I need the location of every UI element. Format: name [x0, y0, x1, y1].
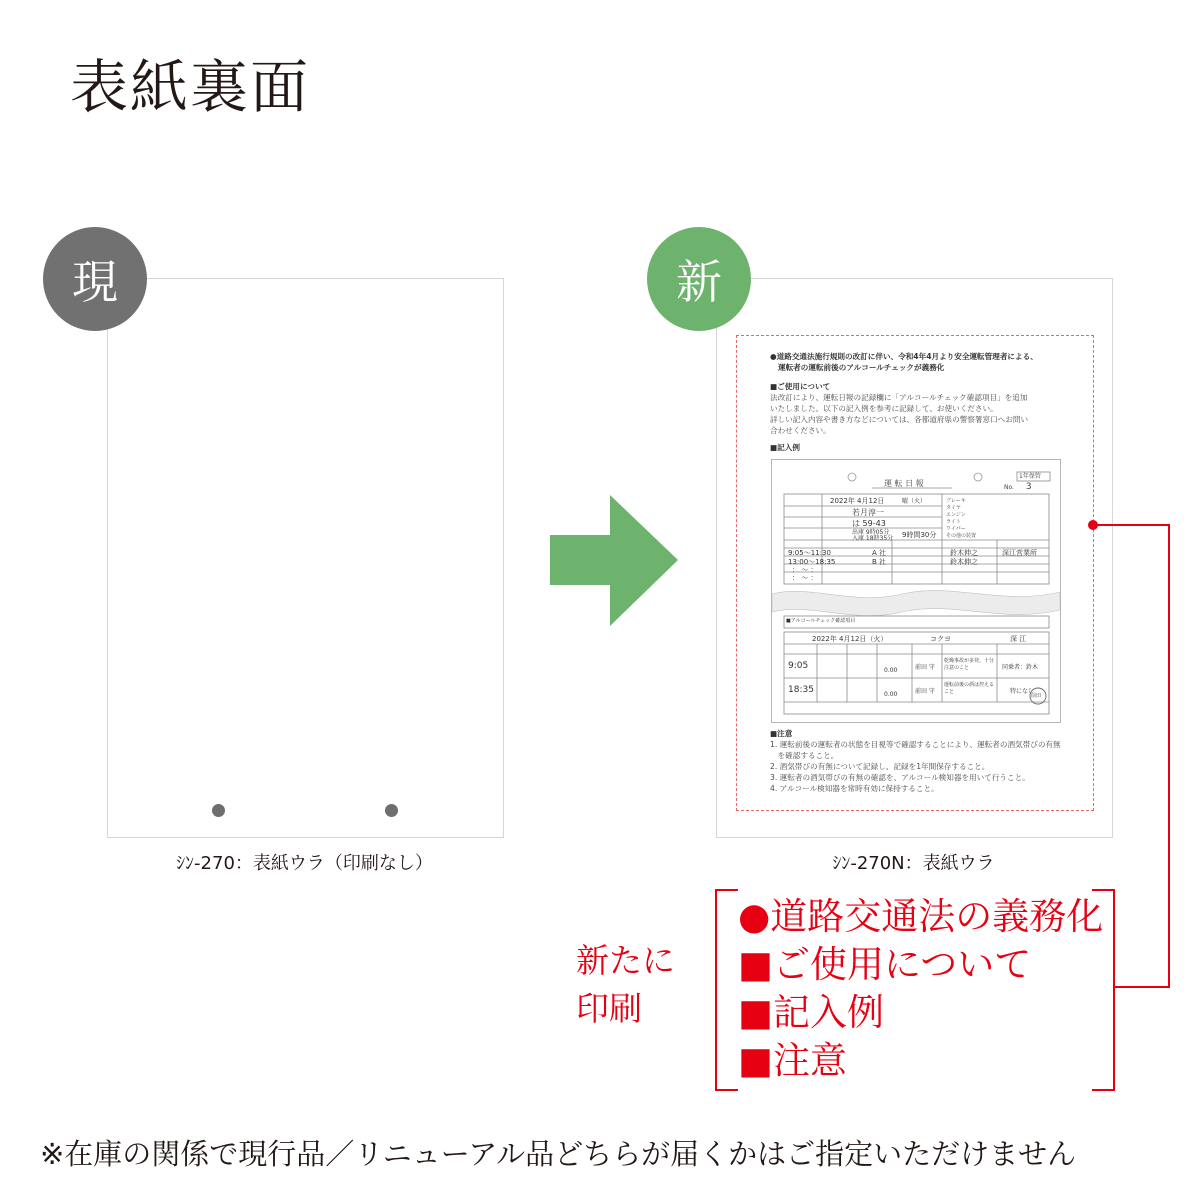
new-item-usage: ■ご使用について [738, 943, 1032, 986]
stamp-seal: 前田 [1031, 693, 1042, 699]
form-time-in: 入庫 18時35分 [852, 535, 894, 542]
doc-example-title: ■記入例 [770, 443, 800, 452]
form-check-item: ブレーキ [946, 498, 966, 504]
new-item-example: ■記入例 [738, 991, 884, 1034]
form-alcohol-checker: 前田 守 [915, 664, 935, 671]
form-duration: 9時間30分 [902, 531, 937, 539]
doc-usage-line: いたしました。以下の記入例を参考に記録して、お使いください。 [770, 404, 998, 413]
current-badge: 現 [43, 227, 147, 331]
form-alcohol-time: 9:05 [788, 661, 809, 671]
binding-hole-left [212, 804, 225, 817]
form-alcohol-note: 乾燥事故が多発。十分注意のこと [944, 658, 995, 671]
form-alcohol-header: ■アルコールチェック確認項目 [786, 618, 856, 624]
new-item-notes: ■注意 [738, 1039, 847, 1082]
form-alcohol-time: 18:35 [788, 685, 814, 695]
form-checklist [946, 498, 976, 540]
doc-usage-line: 合わせください。 [770, 426, 831, 435]
doc-heading-2: 運転者の運転前後のアルコールチェックが義務化 [778, 363, 945, 372]
form-row-dest: B 社 [872, 558, 887, 566]
form-row-time: 9:05～11:30 [788, 549, 831, 557]
new-print-items [738, 893, 1103, 1085]
form-check-item: その他の装置 [946, 533, 977, 539]
form-keep-label: 1年保管 [1019, 473, 1041, 480]
binding-hole-right [385, 804, 398, 817]
form-date: 2022年 4月12日 [830, 497, 885, 505]
doc-heading-1: ●道路交通法施行規則の改訂に伴い、令和4年4月より安全運転管理者による、 [770, 352, 1038, 361]
doc-usage-title: ■ご使用について [770, 382, 831, 391]
form-alcohol-extra: 特になし [1010, 688, 1035, 695]
page-title: 表紙裏面 [70, 53, 311, 121]
doc-usage-line: 法改訂により、運転日報の記録欄に「アルコールチェック確認項目」を追加 [770, 393, 1028, 402]
new-print-label-line2: 印刷 [576, 989, 642, 1028]
form-row-time: ： ～ ： [792, 574, 818, 582]
new-print-label-line1: 新たに [576, 941, 675, 980]
doc-usage-line: 詳しい記入内容や書き方などについては、各都道府県の警察署窓口へお問い [770, 415, 1029, 424]
form-row-time: ： ～ ： [792, 566, 818, 574]
new-print-label [576, 937, 675, 1033]
form-alcohol-driver: コクヨ [930, 635, 951, 643]
form-alcohol-date: 2022年 4月12日（火） [812, 635, 888, 643]
form-check-item: タイヤ [946, 505, 961, 511]
form-time-out: 出庫 9時05分 [852, 529, 890, 536]
doc-note-line: を確認すること。 [770, 751, 839, 760]
current-cover-panel [107, 278, 504, 838]
doc-note-line: 1. 運転前後の運転者の状態を目視等で確認することにより、運転者の酒気帯びの有無 [770, 740, 1061, 749]
form-row-remark: 深江営業所 [1002, 549, 1037, 557]
form-row-person: 鈴木伸之 [950, 549, 978, 557]
form-no [1004, 482, 1032, 492]
form-row-dest: A 社 [872, 549, 887, 557]
form-no-label: No. [1004, 484, 1014, 491]
form-check-item: ライト [946, 519, 961, 525]
form-driver: 若月淳一 [852, 508, 884, 517]
form-check-item: エンジン [946, 512, 966, 518]
form-check-item: ワイパー [946, 526, 966, 532]
form-row-person: 鈴木伸之 [950, 558, 978, 566]
new-item-law: ●道路交通法の義務化 [738, 895, 1104, 938]
form-alcohol-checker: 前田 守 [915, 688, 935, 695]
right-arrow-icon [548, 493, 680, 628]
form-alcohol-place: 深 江 [1010, 635, 1027, 643]
new-cover-panel [716, 278, 1113, 838]
doc-note-line: 3. 運転者の酒気帯びの有無の確認を、アルコール検知器を用いて行うこと。 [770, 773, 1030, 782]
new-caption: ｼﾝ-270N：表紙ウラ [832, 853, 995, 874]
form-alcohol-value: 0.00 [884, 667, 898, 674]
doc-note-line: 4. アルコール検知器を常時有効に保持すること。 [770, 784, 939, 793]
form-alcohol-value: 0.00 [884, 691, 898, 698]
form-row-time: 13:00～18:35 [788, 558, 836, 566]
notes-section [770, 728, 1075, 794]
instruction-document [770, 351, 1070, 453]
form-no-value: 3 [1025, 482, 1032, 492]
form-alcohol-extra: 同乗者：鈴木 [1002, 664, 1039, 671]
doc-note-line: 2. 酒気帯びの有無について記録し、記録を1年間保存すること。 [770, 762, 990, 771]
current-caption: ｼﾝ-270：表紙ウラ（印刷なし） [176, 853, 433, 874]
form-alcohol-note: 運転前後の酒は控えること [944, 682, 995, 695]
new-badge: 新 [647, 227, 751, 331]
doc-notes-title: ■注意 [770, 729, 793, 738]
stock-footnote: ※在庫の関係で現行品／リニューアル品どちらが届くかはご指定いただけません [40, 1137, 1077, 1171]
sample-form [771, 459, 1061, 723]
form-title: 運 転 日 報 [884, 479, 924, 488]
form-plate: は 59-43 [852, 519, 886, 528]
form-weekday: 曜（火） [902, 498, 927, 505]
